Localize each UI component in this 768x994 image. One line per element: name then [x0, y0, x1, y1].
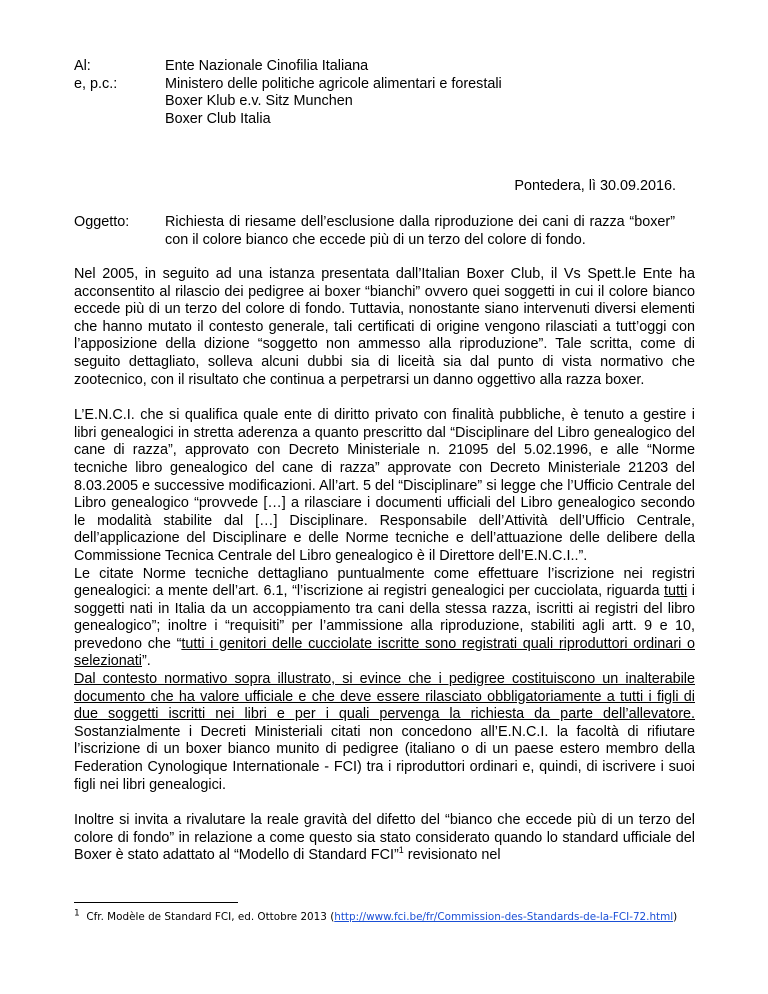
text-run: Le citate Norme tecniche dettagliano puntualmente come effettuare l’iscrizione nei registri genealogici: a mente dell’art. 6.1, “l’iscrizione ai registri genealogici per cucciolata, riguarda: [74, 565, 695, 600]
text-run: ”.: [142, 653, 151, 670]
paragraph: [74, 566, 695, 672]
text-run: i soggetti nati in Italia da un accoppiamento tra cani della stessa razza, iscritti ai registri del libro genealogico”; inoltre i “requisiti” per l’ammissione alla riproduzione, stabiliti agli artt. 9 e 10, prevedono che “: [74, 583, 696, 652]
place-date: Pontedera, lì 30.09.2016.: [514, 178, 676, 194]
footnote-close: ): [673, 911, 678, 923]
underlined-text: tutti: [664, 583, 688, 600]
footnote-number: 1: [74, 908, 80, 919]
paragraph: Nel 2005, in seguito ad una istanza presentata dall’Italian Boxer Club, il Vs Spett.le Ente ha acconsentito al rilascio dei pedigree ai boxer “bianchi” ovvero quei soggetti in cui il colore bianco eccede più di un terzo del colore di fondo. Tuttavia, nonostante siano intervenuti diversi elementi che hanno mutato il contesto generale, tali certificati di origine vengono rilasciati a tutt’oggi con l’apposizione della dizione “soggetto non ammesso alla riproduzione”. Tale scritta, come di seguito dettagliato, solleva alcuni dubbi sia di liceità sia dal punto di vista normativo che zootecnico, con il risultato che continua a perpetrarsi un danno oggettivo alla razza boxer.: [74, 266, 695, 388]
subject-text: Richiesta di riesame dell’esclusione dalla riproduzione dei cani di razza “boxer” con il colore bianco che eccede più di un terzo del colore di fondo.: [165, 214, 675, 248]
recipient-label-cc: e, p.c.:: [74, 75, 118, 92]
footnote: [74, 910, 695, 925]
paragraph: L’E.N.C.I. che si qualifica quale ente di diritto privato con finalità pubbliche, è tenuto a gestire i libri genealogici in stretta aderenza a quanto prescritto dal “Disciplinare del Libro genealogico del cane di razza”, approvato con Decreto Ministeriale n. 21095 del 5.02.1996, e alle “Norme tecniche libro genealogico del cane di razza” approvate con Decreto Ministeriale 21203 del 8.03.2005 e successive modificazioni. All’art. 5 del “Disciplinare” si legge che l’Ufficio Centrale del Libro genealogico “provvede […] a rilasciare i documenti ufficiali del Libro genealogico secondo le modalità stabilite dal […] Disciplinare. Responsabile dell’Attività dell’Ufficio Centrale, dell’applicazione del Disciplinare e delle Norme tecniche e dell’attuazione delle delibere della Commissione Tecnica Centrale del Libro genealogico è il Direttore dell’E.N.C.I..”.: [74, 407, 695, 564]
recipient-name: Boxer Klub e.v. Sitz Munchen: [165, 93, 353, 110]
paragraph: [74, 812, 695, 865]
text-run: Sostanzialmente i Decreti Ministeriali citati non concedono all’E.N.C.I. la facoltà di rifiutare l’iscrizione di un boxer bianco munito di pedigree (italiano o di un paese estero membro della Federation Cynologique Internationale - FCI) tra i riproduttori ordinari e, quindi, di iscrivere i suoi figli nei libri genealogici.: [74, 723, 695, 793]
recipient-name: Ente Nazionale Cinofilia Italiana: [165, 58, 369, 74]
footnote-separator: [74, 902, 238, 903]
recipient-name: Ministero delle politiche agricole alimentari e forestali: [165, 75, 502, 92]
recipient-labels: [74, 58, 117, 93]
paragraph-group: [74, 407, 695, 794]
underlined-text: Dal contesto normativo sopra illustrato, si evince che i pedigree costituiscono un inalterabile documento che ha valore ufficiale e che deve essere rilasciato obbligatoriamente a tutti i figli di due soggetti iscritti nei libri e per i quali pervenga la richiesta da parte dell’allevatore.: [74, 671, 695, 723]
footnote-text: Cfr. Modèle de Standard FCI, ed. Ottobre 2013 (: [86, 911, 335, 923]
recipient-list: [165, 58, 502, 128]
paragraph: [74, 671, 695, 794]
footnote-ref[interactable]: 1: [398, 845, 404, 856]
text-run: revisionato nel: [403, 847, 501, 864]
underlined-text: tutti i genitori delle cucciolate iscritte sono registrati quali riproduttori ordinari o selezionati: [74, 635, 695, 670]
subject-label: Oggetto:: [74, 214, 130, 230]
letter-body: [74, 266, 695, 883]
text-run: Inoltre si invita a rivalutare la reale gravità del difetto del “bianco che eccede più di un terzo del colore di fondo” in relazione a come questo sia stato considerato quando lo standard ufficiale del Boxer è stato adattato al “Modello di Standard FCI”: [74, 812, 695, 864]
recipient-name: Boxer Club Italia: [165, 110, 271, 127]
recipient-label-to: Al:: [74, 58, 91, 74]
footnote-link[interactable]: http://www.fci.be/fr/Commission-des-Standards-de-la-FCI-72.html: [334, 911, 674, 923]
